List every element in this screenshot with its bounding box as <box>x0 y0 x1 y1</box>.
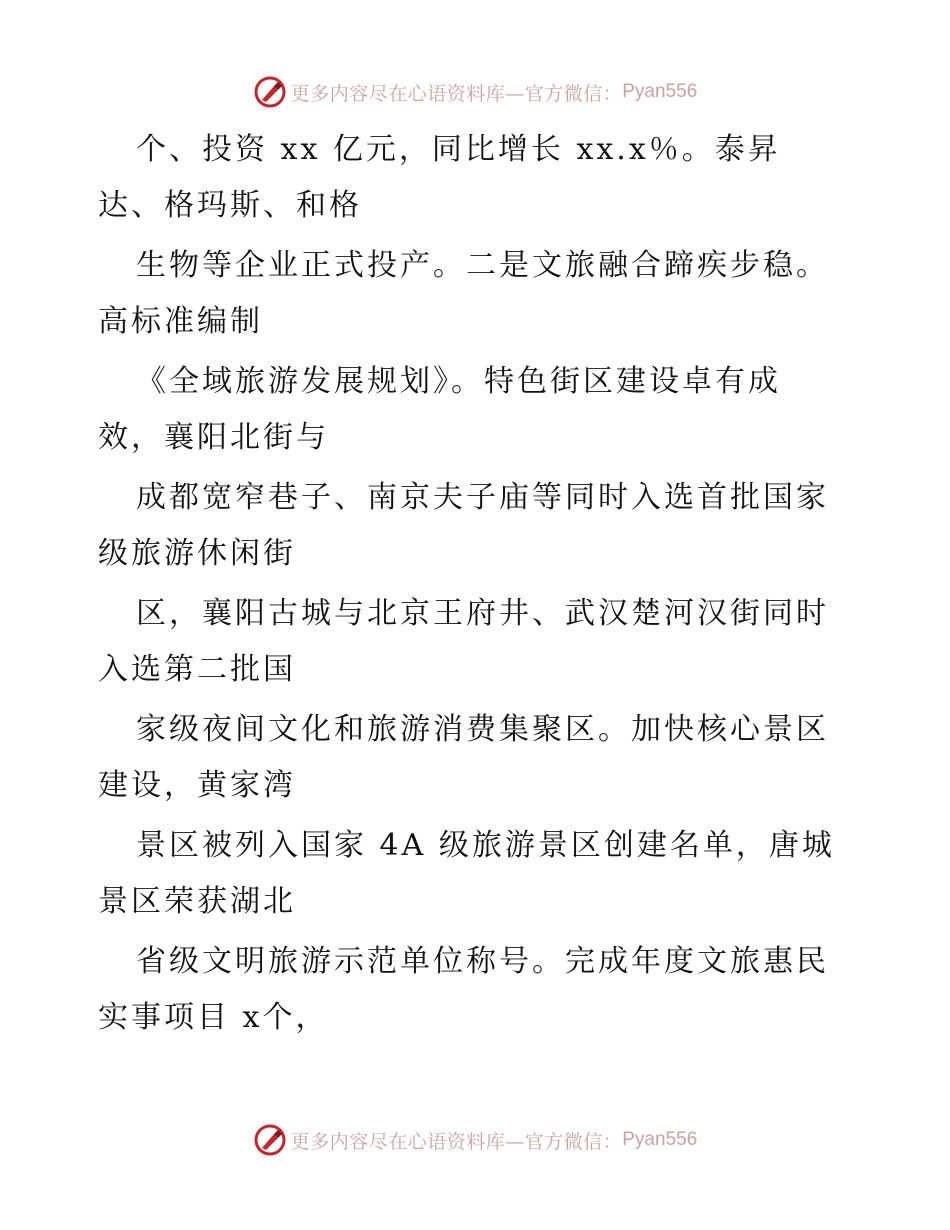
body-line: 《全域旅游发展规划》。特色街区建设卓有成 <box>136 364 781 399</box>
body-line: 景区荣获湖北 <box>98 884 296 919</box>
body-line: 成都宽窄巷子、南京夫子庙等同时入选首批国家 <box>136 480 829 515</box>
footer-watermark <box>0 1120 950 1160</box>
body-line: 省级文明旅游示范单位称号。完成年度文旅惠民 <box>136 944 829 979</box>
body-line: 建设，黄家湾 <box>98 768 296 803</box>
body-line: 达、格玛斯、和格 <box>98 188 362 223</box>
pen-nib-logo-icon <box>253 1123 287 1157</box>
body-line: 家级夜间文化和旅游消费集聚区。加快核心景区 <box>136 712 829 747</box>
header-watermark <box>0 72 950 112</box>
body-line: 级旅游休闲街 <box>98 536 296 571</box>
body-line: 景区被列入国家 4A 级旅游景区创建名单，唐城 <box>136 828 835 863</box>
body-line: 入选第二批国 <box>98 652 296 687</box>
body-line: 效，襄阳北街与 <box>98 420 329 455</box>
body-line: 区，襄阳古城与北京王府井、武汉楚河汉街同时 <box>136 596 829 631</box>
body-line: 实事项目 x个， <box>98 1000 329 1035</box>
body-line: 生物等企业正式投产。二是文旅融合蹄疾步稳。 <box>136 248 829 283</box>
body-line: 高标准编制 <box>98 304 263 339</box>
watermark-wechat-id: Pyan556 <box>622 81 698 102</box>
watermark-text: 更多内容尽在心语资料库—官方微信： <box>290 82 623 105</box>
watermark-text: 更多内容尽在心语资料库—官方微信： <box>290 1130 623 1153</box>
pen-nib-logo-icon <box>253 75 287 109</box>
body-line: 个、投资 xx 亿元，同比增长 xx.x％。泰昇 <box>136 132 781 167</box>
watermark-wechat-id: Pyan556 <box>622 1129 698 1150</box>
